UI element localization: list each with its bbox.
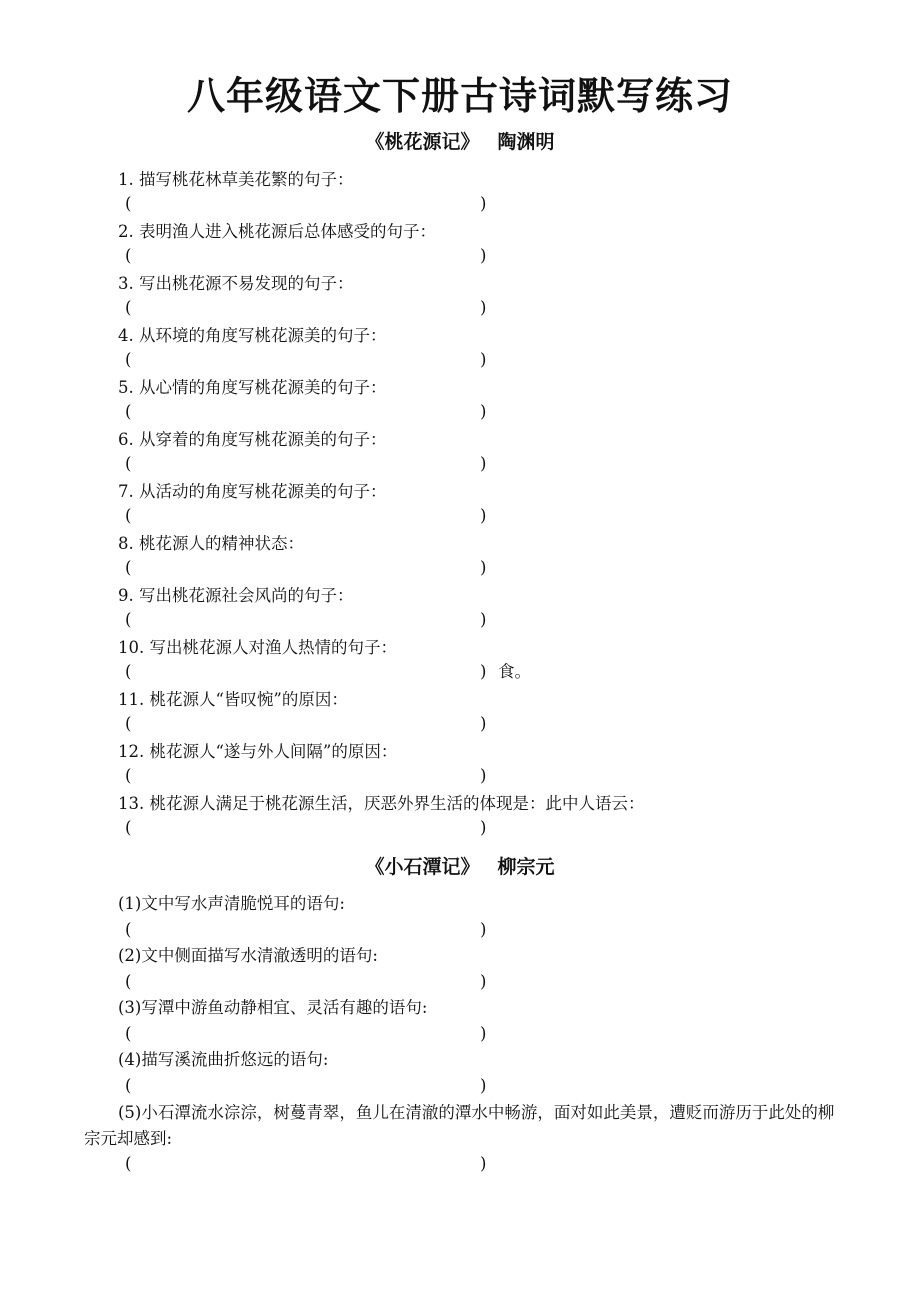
open-bracket: ( [125, 194, 132, 213]
open-bracket: ( [125, 972, 132, 991]
close-bracket: ) [480, 610, 487, 629]
answer-blank-9[interactable] [125, 608, 505, 632]
open-bracket: ( [125, 454, 132, 473]
close-bracket: ) [480, 350, 487, 369]
question-3: 3. 写出桃花源不易发现的句子： [118, 274, 354, 293]
answer-blank-s2-1[interactable] [125, 918, 505, 942]
open-bracket: ( [125, 1024, 132, 1043]
answer-blank-10[interactable] [125, 660, 531, 684]
question-9: 9. 写出桃花源社会风尚的句子： [118, 586, 354, 605]
close-bracket: ) [480, 1024, 487, 1043]
open-bracket: ( [125, 298, 132, 317]
answer-blank-2[interactable] [125, 244, 505, 268]
section-heading-taohuayuanji [0, 129, 920, 155]
close-bracket: ) [480, 298, 487, 317]
question-5: 5. 从心情的角度写桃花源美的句子： [118, 378, 387, 397]
close-bracket: ) [480, 972, 487, 991]
close-bracket: ) [480, 818, 487, 837]
open-bracket: ( [125, 246, 132, 265]
open-bracket: ( [125, 818, 132, 837]
section-heading-xiaoshitanji [0, 854, 920, 880]
question-s2-4: (4)描写溪流曲折悠远的语句: [118, 1050, 329, 1069]
answer-blank-5[interactable] [125, 400, 505, 424]
answer-blank-13[interactable] [125, 816, 505, 840]
close-bracket: ) [480, 1076, 487, 1095]
answer-blank-1[interactable] [125, 192, 505, 216]
section-author: 柳宗元 [497, 856, 555, 878]
close-bracket: ) [480, 246, 487, 265]
open-bracket: ( [125, 1154, 132, 1173]
question-7: 7. 从活动的角度写桃花源美的句子： [118, 482, 387, 501]
open-bracket: ( [125, 920, 132, 939]
question-s2-2: (2)文中侧面描写水清澈透明的语句: [118, 946, 378, 965]
answer-blank-s2-2[interactable] [125, 970, 505, 994]
answer-blank-s2-4[interactable] [125, 1074, 505, 1098]
close-bracket: ) [480, 454, 487, 473]
question-8: 8. 桃花源人的精神状态： [118, 534, 304, 553]
page-title: 八年级语文下册古诗词默写练习 [186, 74, 733, 118]
section-title: 《桃花源记》 [365, 131, 480, 153]
answer-blank-3[interactable] [125, 296, 505, 320]
open-bracket: ( [125, 766, 132, 785]
question-13: 13. 桃花源人满足于桃花源生活，厌恶外界生活的体现是：此中人语云： [118, 794, 645, 813]
question-10: 10. 写出桃花源人对渔人热情的句子： [118, 638, 397, 657]
close-bracket: ) [480, 766, 487, 785]
open-bracket: ( [125, 610, 132, 629]
close-bracket: ) [480, 506, 487, 525]
open-bracket: ( [125, 1076, 132, 1095]
close-bracket: ) [480, 920, 487, 939]
question-11: 11. 桃花源人“皆叹惋”的原因： [118, 690, 348, 709]
question-12: 12. 桃花源人“遂与外人间隔”的原因： [118, 742, 398, 761]
question-s2-1: (1)文中写水声清脆悦耳的语句: [118, 894, 345, 913]
question-2: 2. 表明渔人进入桃花源后总体感受的句子： [118, 222, 436, 241]
answer-suffix: 食。 [498, 662, 531, 681]
question-s2-3: (3)写潭中游鱼动静相宜、灵活有趣的语句: [118, 998, 428, 1017]
answer-blank-8[interactable] [125, 556, 505, 580]
close-bracket: ) [480, 714, 487, 733]
answer-blank-s2-5[interactable] [125, 1152, 505, 1176]
section-title: 《小石潭记》 [365, 856, 480, 878]
open-bracket: ( [125, 402, 132, 421]
question-s2-5: (5)小石潭流水淙淙，树蔓青翠，鱼儿在清澈的潭水中畅游，面对如此美景，遭贬而游历于此处的柳宗元却感到: [84, 1103, 835, 1148]
open-bracket: ( [125, 350, 132, 369]
answer-blank-6[interactable] [125, 452, 505, 476]
close-bracket: ) [480, 194, 487, 213]
open-bracket: ( [125, 714, 132, 733]
answer-blank-4[interactable] [125, 348, 505, 372]
open-bracket: ( [125, 558, 132, 577]
section-author: 陶渊明 [497, 131, 555, 153]
question-1: 1. 描写桃花林草美花繁的句子： [118, 170, 354, 189]
close-bracket: ) [480, 662, 487, 681]
open-bracket: ( [125, 506, 132, 525]
open-bracket: ( [125, 662, 132, 681]
answer-blank-7[interactable] [125, 504, 505, 528]
close-bracket: ) [480, 1154, 487, 1173]
answer-blank-s2-3[interactable] [125, 1022, 505, 1046]
close-bracket: ) [480, 402, 487, 421]
question-4: 4. 从环境的角度写桃花源美的句子： [118, 326, 387, 345]
answer-blank-11[interactable] [125, 712, 505, 736]
question-6: 6. 从穿着的角度写桃花源美的句子： [118, 430, 387, 449]
answer-blank-12[interactable] [125, 764, 505, 788]
close-bracket: ) [480, 558, 487, 577]
